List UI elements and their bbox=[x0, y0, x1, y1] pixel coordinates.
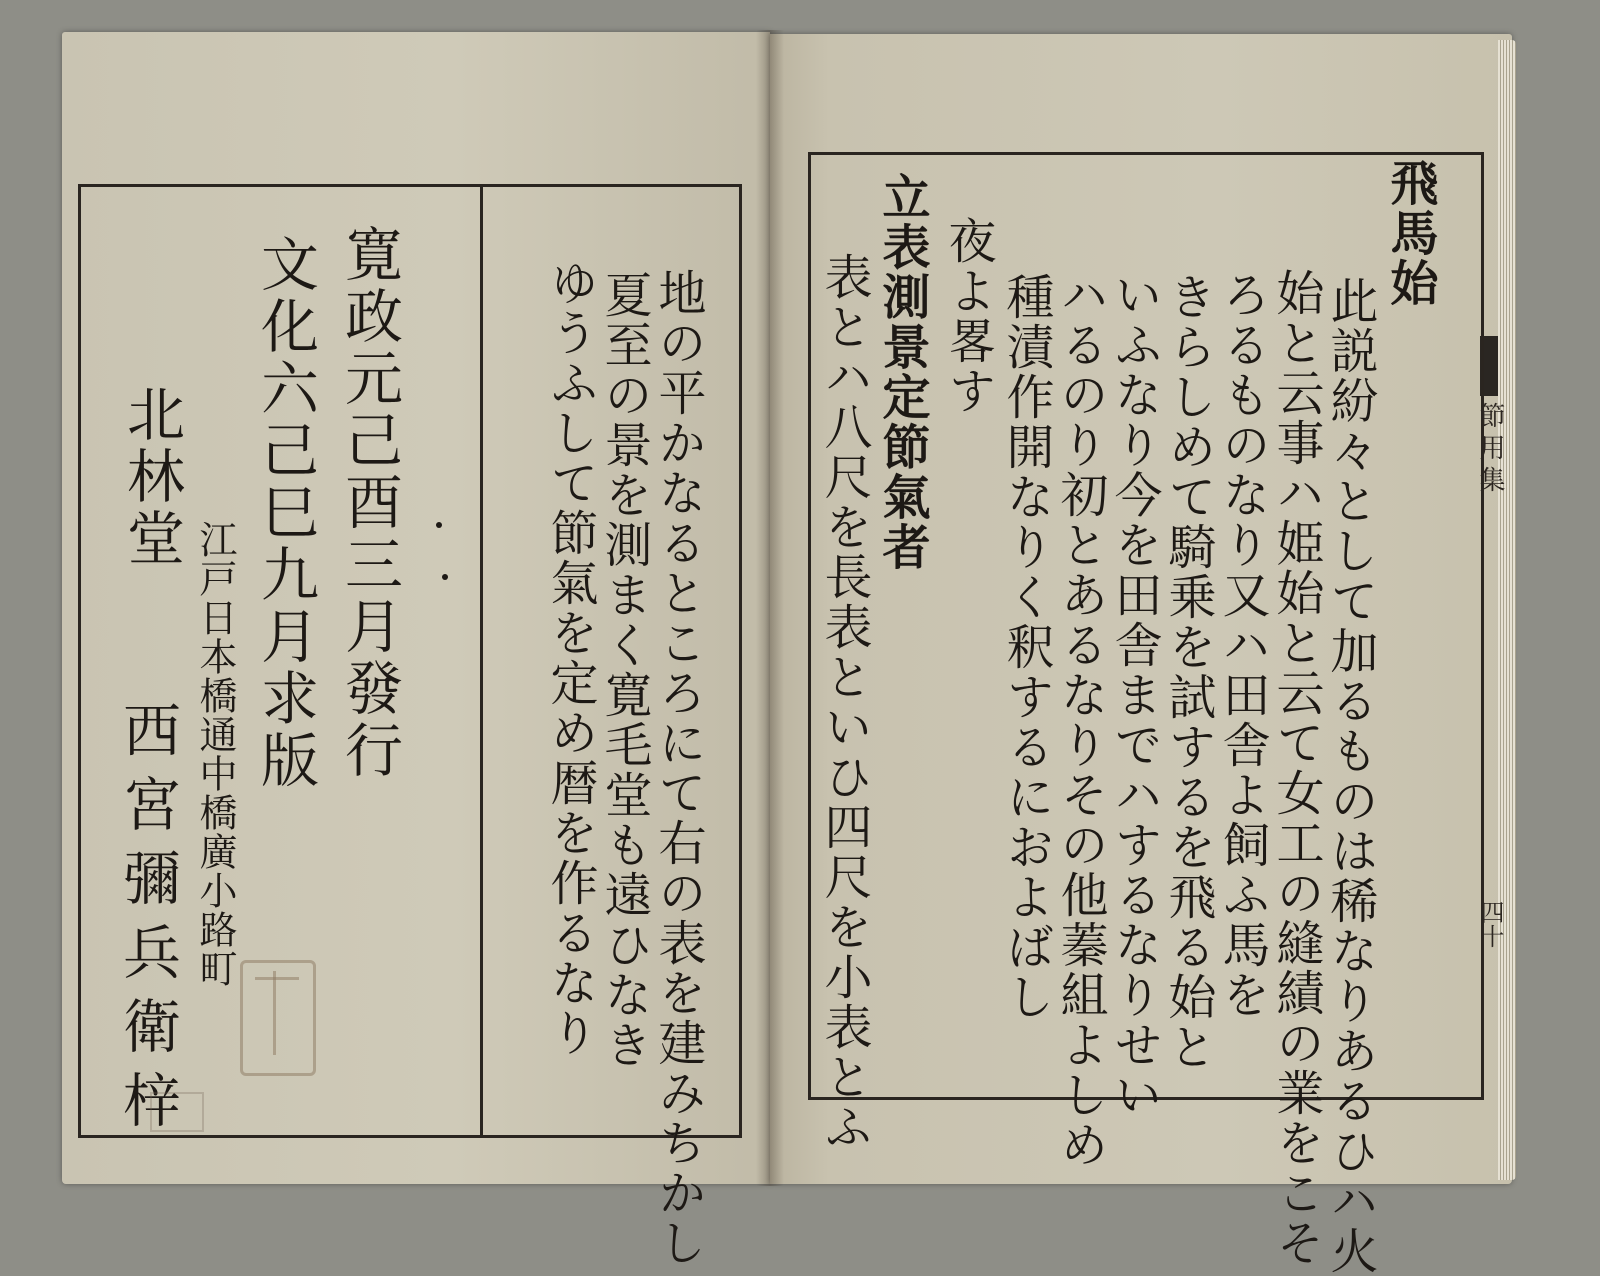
right-text-column-1: 此説紛々として加るものは稀なりあるひハ火 bbox=[1322, 276, 1378, 1276]
right-text-column-9: 表とハ八尺を長表といひ四尺を小表とふ bbox=[816, 252, 872, 1152]
colophon-divider bbox=[480, 186, 483, 1136]
library-stamp bbox=[150, 1092, 204, 1132]
colophon-reprint-date: 文化六己巳九月求版 bbox=[251, 234, 319, 792]
right-text-column-8: 夜よ畧す bbox=[940, 216, 996, 416]
heading-hime-hajime: 飛馬始 bbox=[1382, 158, 1438, 308]
right-text-column-2: 始と云事ハ姫始と云て女工の縫績の業をこそ bbox=[1268, 268, 1324, 1268]
spine-page-number: 四十 bbox=[1476, 900, 1504, 948]
ownership-seal bbox=[240, 960, 316, 1076]
right-text-column-3: ろるものなり又ハ田舎よ飼ふ馬を bbox=[1214, 270, 1270, 1020]
book-gutter bbox=[756, 30, 784, 1186]
right-text-column-7: 種漬作開なりく釈するにおよばし bbox=[998, 272, 1054, 1022]
left-text-column-1: 地の平かなるところにて右の表を建みちかし bbox=[650, 268, 706, 1268]
right-text-column-6: ハるのり初とあるなりその他蓁組よしめ bbox=[1052, 270, 1108, 1170]
colophon-address: 江戸日本橋通中橋廣小路町 bbox=[193, 520, 237, 988]
spine-title: 節用集 bbox=[1475, 402, 1505, 498]
left-text-column-3: ゆうふして節氣を定め暦を作るなり bbox=[542, 258, 598, 1058]
right-text-column-4: きらしめて騎乗を試するを飛る始と bbox=[1160, 272, 1216, 1072]
colophon-bookseller: 西宮彌兵衛梓 bbox=[113, 700, 181, 1144]
punctuation-dot bbox=[436, 522, 442, 528]
punctuation-dot bbox=[442, 574, 448, 580]
colophon-publisher: 北林堂 bbox=[117, 384, 185, 570]
right-text-column-5: いふなり今を田舎までハするなりせい bbox=[1106, 270, 1162, 1120]
colophon-issue-date: 寛政元己酉三月發行 bbox=[335, 224, 403, 782]
page-edges bbox=[1498, 40, 1516, 1180]
heading-rippyo-sokkei: 立表測景定節氣者 bbox=[874, 172, 930, 572]
left-text-column-2: 夏至の景を測まく寛毛堂も遠ひなき bbox=[596, 270, 652, 1070]
